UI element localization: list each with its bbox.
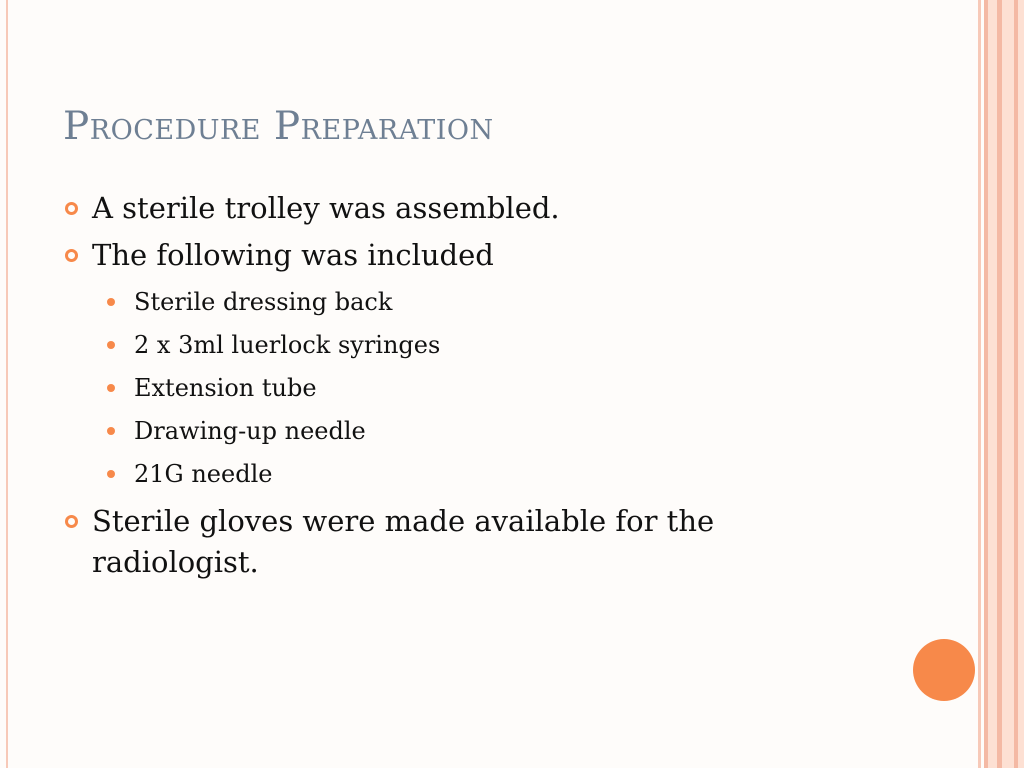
- bullet-item: The following was included: [92, 238, 494, 272]
- bullet-item: A sterile trolley was assembled.: [92, 191, 560, 225]
- decorative-circle: [913, 639, 975, 701]
- slide-title: Procedure Preparation: [63, 104, 494, 149]
- sub-bullet-item: 21G needle: [134, 460, 273, 488]
- sub-bullet-dot-icon: [107, 470, 115, 478]
- right-stripe: [978, 0, 981, 768]
- right-stripe: [1018, 0, 1024, 768]
- sub-bullet-dot-icon: [107, 298, 115, 306]
- sub-bullet-dot-icon: [107, 427, 115, 435]
- left-border-stripe: [6, 0, 8, 768]
- bullet-ring-icon: [65, 202, 78, 215]
- bullet-item: Sterile gloves were made available for the radiologist.: [92, 504, 715, 579]
- sub-bullet-dot-icon: [107, 384, 115, 392]
- sub-bullet-item: Sterile dressing back: [134, 288, 393, 316]
- sub-bullet-item: Extension tube: [134, 374, 317, 402]
- sub-bullet-item: 2 x 3ml luerlock syringes: [134, 331, 441, 359]
- right-stripe: [988, 0, 997, 768]
- right-stripe: [1002, 0, 1014, 768]
- sub-bullet-dot-icon: [107, 341, 115, 349]
- sub-bullet-item: Drawing-up needle: [134, 417, 366, 445]
- bullet-ring-icon: [65, 515, 78, 528]
- bullet-ring-icon: [65, 249, 78, 262]
